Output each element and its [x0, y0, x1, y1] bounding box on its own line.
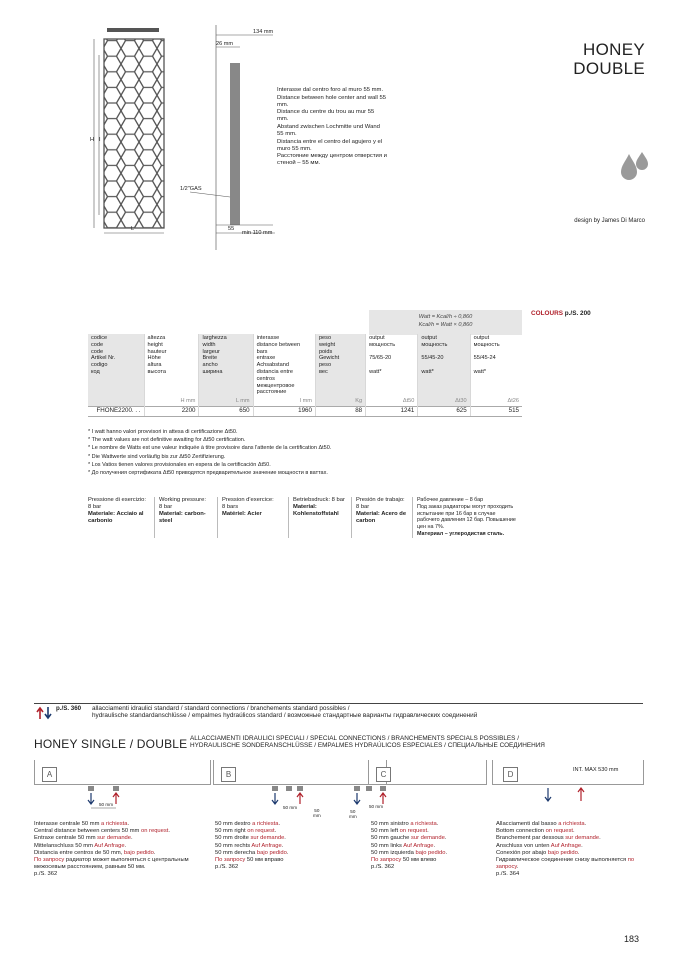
- connections-desc-line: allacciamenti idraulici standard / standard connections / branchements standard possibles /: [92, 705, 350, 712]
- label-l: L: [131, 226, 135, 232]
- pressure-ru: [412, 497, 523, 538]
- colours-label: COLOURS: [531, 310, 563, 317]
- material-label: Материал – углеродистая сталь.: [417, 530, 505, 537]
- pressure-line: 8 bar: [356, 504, 370, 510]
- footnote: * Le nombre de Watts est une valeur indiquée à titre provisoire dans l'attente de la certification Δt50.: [88, 445, 332, 452]
- note-de: Abstand zwischen Lochmitte und Wand 55 mm.: [277, 123, 380, 138]
- material-label: Material: carbon-steel: [159, 511, 206, 524]
- dim-min110: min 110 mm: [242, 230, 273, 236]
- pressure-line: Под заказ радиаторы могут проходить испытание при 16 бар в случае рабочего давления 12 бар. Повышение цен на 7%.: [417, 503, 516, 531]
- flow-up-arrow: [380, 793, 386, 804]
- flow-down-arrow: [545, 788, 551, 801]
- pressure-line: 8 bars: [222, 504, 239, 510]
- cell-code: FHONE2200. . .: [88, 406, 144, 416]
- product-title: [573, 40, 645, 78]
- cell-dt26: 515: [470, 406, 522, 416]
- head-weight: peso weight poids Gewicht peso вес: [315, 334, 365, 397]
- dim-label-a: 50 mm: [99, 802, 114, 807]
- connections-desc-line: hydraulische standardanschlüsse / empalmes hydraúlicos standard / возможные стандартные варианты гидравлических соединений: [92, 712, 478, 720]
- special-line: ALLACCIAMENTI IDRAULICI SPECIALI / SPECIAL CONNECTIONS / BRANCHEMENTS SPECIALS POSSIBLES /: [190, 735, 519, 742]
- spec-table: [88, 334, 522, 417]
- type-b-ref[interactable]: p./S. 362: [215, 864, 239, 871]
- page-number: 183: [623, 934, 639, 944]
- material-label: Material: Kohlenstoffstahl: [293, 504, 339, 517]
- dim-26: 26 mm: [216, 41, 234, 47]
- unit-dt50: Δt50: [366, 397, 418, 406]
- connection-arrows: [34, 784, 644, 822]
- special-line: HYDRAULISCHE SONDERANSCHLÜSSE / EMPALMES HYDRAÚLICOS ESPECIALES / СПЕЦИАЛЬНЫЕ СОЕДИНЕНИЯ: [190, 742, 545, 750]
- type-b-description: 50 mm destro a richiesta. 50 mm right on request. 50 mm droite sur demande. 50 mm rechts Auf Anfrage. 50 mm derecha bajo pedido. По запросу 50 мм вправо p./S. 362: [215, 821, 355, 871]
- cell-dt30: 625: [418, 406, 470, 416]
- cell-width: 650: [199, 406, 253, 416]
- note-fr: Distance du centre du trou au mur 55 mm.: [277, 109, 375, 123]
- radiator-diagram-a: [34, 760, 211, 785]
- unit-weight: Kg: [315, 397, 365, 406]
- type-c-description: 50 mm sinistro a richiesta. 50 mm left on request. 50 mm gauche sur demande. 50 mm links Auf Anfrage. 50 mm izquierda bajo pedido. По запросу 50 мм влево p./S. 362: [371, 821, 489, 871]
- material-label: Materiale: Acciaio al carbonio: [88, 511, 144, 524]
- note-en: Distance between hole center and wall 55 mm.: [277, 94, 387, 108]
- colours-ref[interactable]: [531, 310, 591, 317]
- footnote: * Die Wattwerte sind vorläufig bis zur Δt50 Zertifizierung.: [88, 453, 226, 460]
- unit-height: H mm: [144, 397, 199, 406]
- type-a-ref[interactable]: p./S. 362: [34, 871, 58, 878]
- watt-formula: [369, 310, 522, 335]
- cell-height: 2200: [144, 406, 199, 416]
- pressure-en: [154, 497, 217, 538]
- flow-down-arrow: [354, 793, 360, 804]
- title-line1: HONEY: [583, 40, 645, 59]
- head-height: altezza height hauteur Höhe altura высота: [144, 334, 199, 397]
- type-d-box: D: [503, 767, 518, 782]
- water-drops-icon: [618, 150, 650, 186]
- pressure-line: Pression d'exercice:: [222, 497, 274, 503]
- type-c-ref[interactable]: p./S. 362: [371, 864, 395, 871]
- unit-dt26: Δt26: [470, 397, 522, 406]
- head-code: codice code code Artikel Nr. codigo код: [88, 334, 144, 397]
- pressure-line: Pressione di esercizio:: [88, 497, 146, 503]
- special-connections-heading: [190, 735, 545, 750]
- max-label: INT. MAX 530 mm: [573, 767, 619, 773]
- flow-up-arrow: [113, 793, 119, 804]
- note-es: Distancia entre el centro del agujero y el muro 55 mm.: [277, 138, 383, 152]
- flow-up-arrow: [297, 793, 303, 804]
- radiator-drawing: [85, 25, 295, 250]
- head-output-1: output мощность 75/65-20 watt*: [366, 334, 418, 397]
- note-it: Interasse dal centro foro al muro 55 mm.: [277, 87, 384, 93]
- pressure-line: Working pressure:: [159, 497, 206, 503]
- watt-formula-2: Kcal/h = Watt × 0,860: [418, 322, 473, 328]
- connections-title: HONEY SINGLE / DOUBLE: [34, 737, 188, 751]
- radiator-side: [230, 63, 240, 225]
- pressure-line: 8 bar: [88, 504, 102, 510]
- head-output-2: output мощность 55/45-20 watt*: [418, 334, 470, 397]
- pressure-line: Рабочее давление – 8 бар: [417, 497, 484, 503]
- dim-value: 50: [350, 809, 356, 814]
- dim-134: 134 mm: [253, 29, 274, 35]
- unit-width: L mm: [199, 397, 253, 406]
- label-i: I: [99, 137, 101, 143]
- connections-description: [92, 705, 477, 720]
- dim-55: 55: [228, 226, 235, 232]
- head-output-3: output мощность 55/45-24 watt*: [470, 334, 522, 397]
- dim-value: 50: [314, 808, 320, 813]
- footnote: * The watt values are not definitive awaiting for Δt50 certification.: [88, 437, 246, 444]
- cell-weight: 88: [315, 406, 365, 416]
- type-a-box: A: [42, 767, 57, 782]
- flow-up-arrow: [578, 788, 584, 801]
- head-distance: interasse distance between bars entraxe Achsabstand distancia entre centros межцентровое расстояние: [253, 334, 315, 397]
- pressure-de: [288, 497, 351, 538]
- label-gas: 1/2"GAS: [180, 186, 202, 192]
- installation-notes: [277, 87, 387, 168]
- type-d-description: Allacciamenti dal basso a richiesta. Bottom connection on request. Branchement par dessous sur demande. Anschluss von unten Auf Anfrage. Conexión por abajo bajo pedido. Гидравлическое соединение снизу выполняется по запросу. p./S. 364: [496, 821, 646, 879]
- pressure-it: [88, 497, 154, 538]
- title-line2: DOUBLE: [573, 59, 645, 78]
- dim-unit: mm: [313, 813, 321, 818]
- top-bar: [107, 28, 159, 32]
- pressure-es: [351, 497, 412, 538]
- dim-label-c: 50 mm: [369, 804, 384, 809]
- dim-label-b2: [313, 808, 321, 818]
- cell-dt50: 1241: [366, 406, 418, 416]
- connections-page-ref[interactable]: p./S. 360: [56, 705, 82, 712]
- pressure-line: 8 bar: [159, 504, 173, 510]
- colours-page: p./S. 200: [564, 310, 591, 317]
- flow-down-arrow: [88, 793, 94, 804]
- head-width: larghezza width largeur Breite ancho ширина: [199, 334, 253, 397]
- unit-dt30: Δt30: [418, 397, 470, 406]
- radiator-diagram-b: [213, 760, 387, 785]
- type-a-description: Interasse centrale 50 mm a richiesta. Central distance between centers 50 mm on request. Entraxe centrale 50 mm sur demande. Mittelanschluss 50 mm Auf Anfrage. Distancia entre centros de 50 mm, bajo pedido. По запросу радиатор может выполняться с центральным межосевым расстоянием, равным 50 мм. p./S. 362: [34, 821, 206, 879]
- unit-code: [88, 397, 144, 406]
- dim-label-b: 50 mm: [283, 805, 298, 810]
- pressure-line: Presión de trabajo:: [356, 497, 405, 503]
- pressure-fr: [217, 497, 288, 538]
- footnote: * Los Vatios tienen valores provisionales en espera de la certificación Δt50.: [88, 461, 271, 468]
- note-ru: Расстояние между центром отверстия и стеной – 55 мм.: [277, 153, 387, 167]
- label-h: H: [90, 137, 95, 143]
- design-credit: design by James Di Marco: [574, 218, 645, 224]
- cell-distance: 1960: [253, 406, 315, 416]
- type-d-ref[interactable]: p./S. 364: [496, 871, 520, 878]
- type-c-box: C: [376, 767, 391, 782]
- type-b-box: B: [221, 767, 236, 782]
- material-label: Matériel: Acier: [222, 511, 262, 517]
- pressure-section: [88, 497, 523, 538]
- footnote: * I watt hanno valori provvisori in attesa di certificazione Δt50.: [88, 429, 238, 435]
- dim-unit: mm: [349, 814, 357, 819]
- unit-distance: I mm: [253, 397, 315, 406]
- flow-down-arrow: [272, 793, 278, 804]
- watt-formula-1: Watt = Kcal/h ÷ 0,860: [418, 314, 473, 320]
- footnote: * До получения сертификата Δt50 приводятся предварительное значение мощности в ваттах.: [88, 470, 328, 477]
- footnotes: [88, 428, 488, 477]
- up-down-arrows-icon: [36, 706, 52, 720]
- dim-label-c2: [349, 809, 357, 819]
- radiator-front: [104, 39, 164, 228]
- pressure-line: Betriebsdruck: 8 bar: [293, 497, 345, 503]
- material-label: Material: Acero de carbon: [356, 511, 407, 524]
